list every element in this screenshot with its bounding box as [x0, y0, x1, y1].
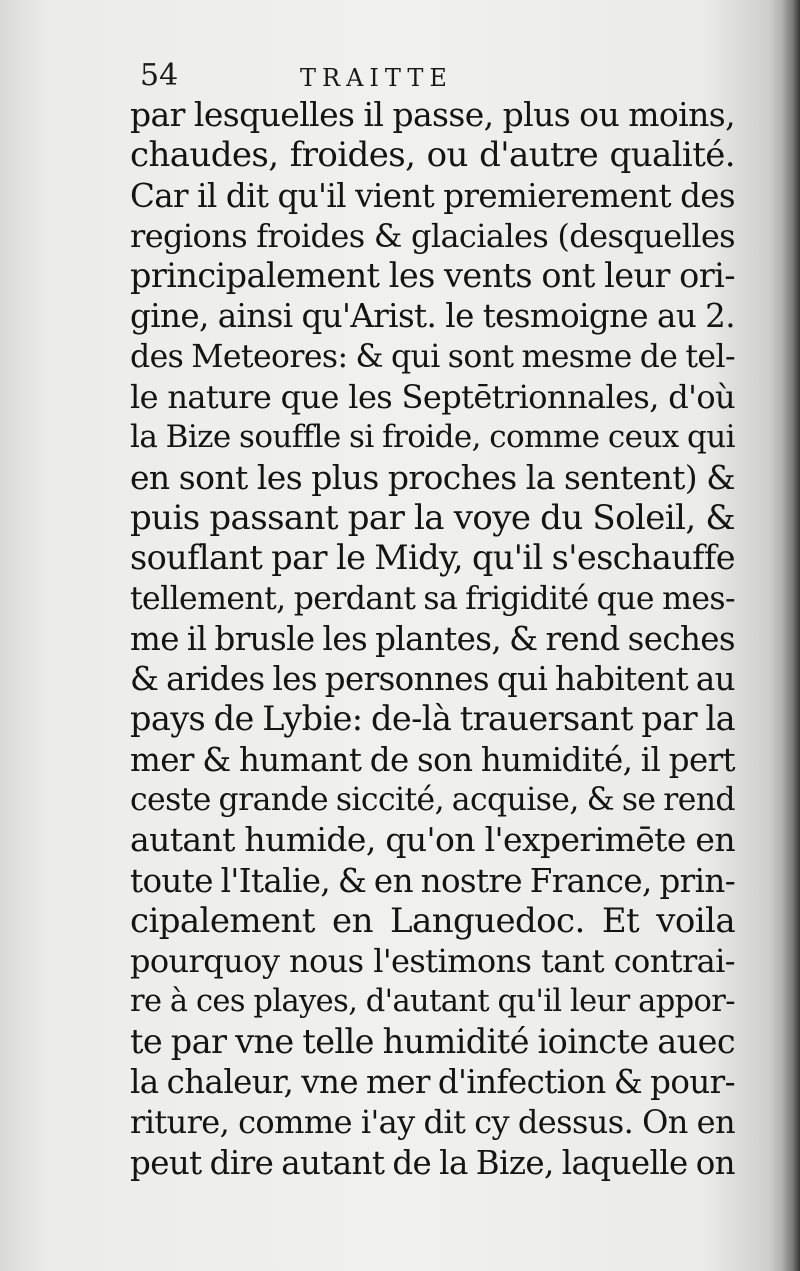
text-line: principalement les vents ont leur ori- — [130, 256, 735, 296]
text-line: gine, ainsi qu'Arist. le tesmoigne au 2. — [130, 297, 735, 336]
text-line: par lesquelles il passe, plus ou moins, — [130, 95, 735, 134]
text-line: autant humide, qu'on l'experimēte en — [130, 820, 735, 860]
text-line: en sont les plus proches la sentent) & — [130, 457, 735, 497]
text-line: regions froides & glaciales (desquelles — [130, 216, 735, 255]
text-line: puis passant par la voye du Soleil, & — [130, 497, 735, 538]
text-line: le nature que les Septētrionnales, d'où — [130, 378, 735, 417]
text-line: toute l'Italie, & en nostre France, prin- — [130, 861, 736, 900]
text-line: me il brusle les plantes, & rend seches — [130, 619, 735, 658]
text-line: pourquoy nous l'estimons tant contrai- — [130, 942, 735, 981]
text-line: Car il dit qu'il vient premierement des — [130, 176, 735, 215]
text-line: & arides les personnes qui habitent au — [130, 660, 735, 699]
text-line: tellement, perdant sa frigidité que mes- — [130, 580, 735, 617]
body-text — [130, 95, 735, 1183]
text-line: peut dire autant de la Bize, laquelle on — [130, 1143, 735, 1182]
text-line: des Meteores: & qui sont mesme de tel- — [130, 338, 735, 375]
text-line: souflant par le Midy, qu'il s'eschauffe — [130, 538, 735, 578]
text-line: re à ces playes, d'autant qu'il leur appor- — [130, 983, 735, 1019]
text-line: riture, comme i'ay dit cy dessus. On en — [130, 1103, 735, 1142]
running-head: TRAITTE — [300, 64, 453, 92]
text-line: ceste grande siccité, acquise, & se rend — [130, 782, 735, 819]
text-line: la chaleur, vne mer d'infection & pour- — [130, 1063, 735, 1102]
page-gutter-shadow — [782, 0, 800, 1271]
text-line: cipalement en Languedoc. Et voila — [130, 900, 735, 941]
page-header — [140, 58, 740, 98]
text-line: chaudes, froides, ou d'autre qualité. — [130, 135, 735, 176]
text-line: mer & humant de son humidité, il pert — [130, 740, 735, 779]
text-line: te par vne telle humidité ioincte auec — [130, 1021, 735, 1061]
text-line: pays de Lybie: de-là trauersant par la — [130, 699, 735, 739]
text-line: la Bize souffle si froide, comme ceux qui — [130, 419, 735, 456]
page-number: 54 — [140, 58, 179, 93]
